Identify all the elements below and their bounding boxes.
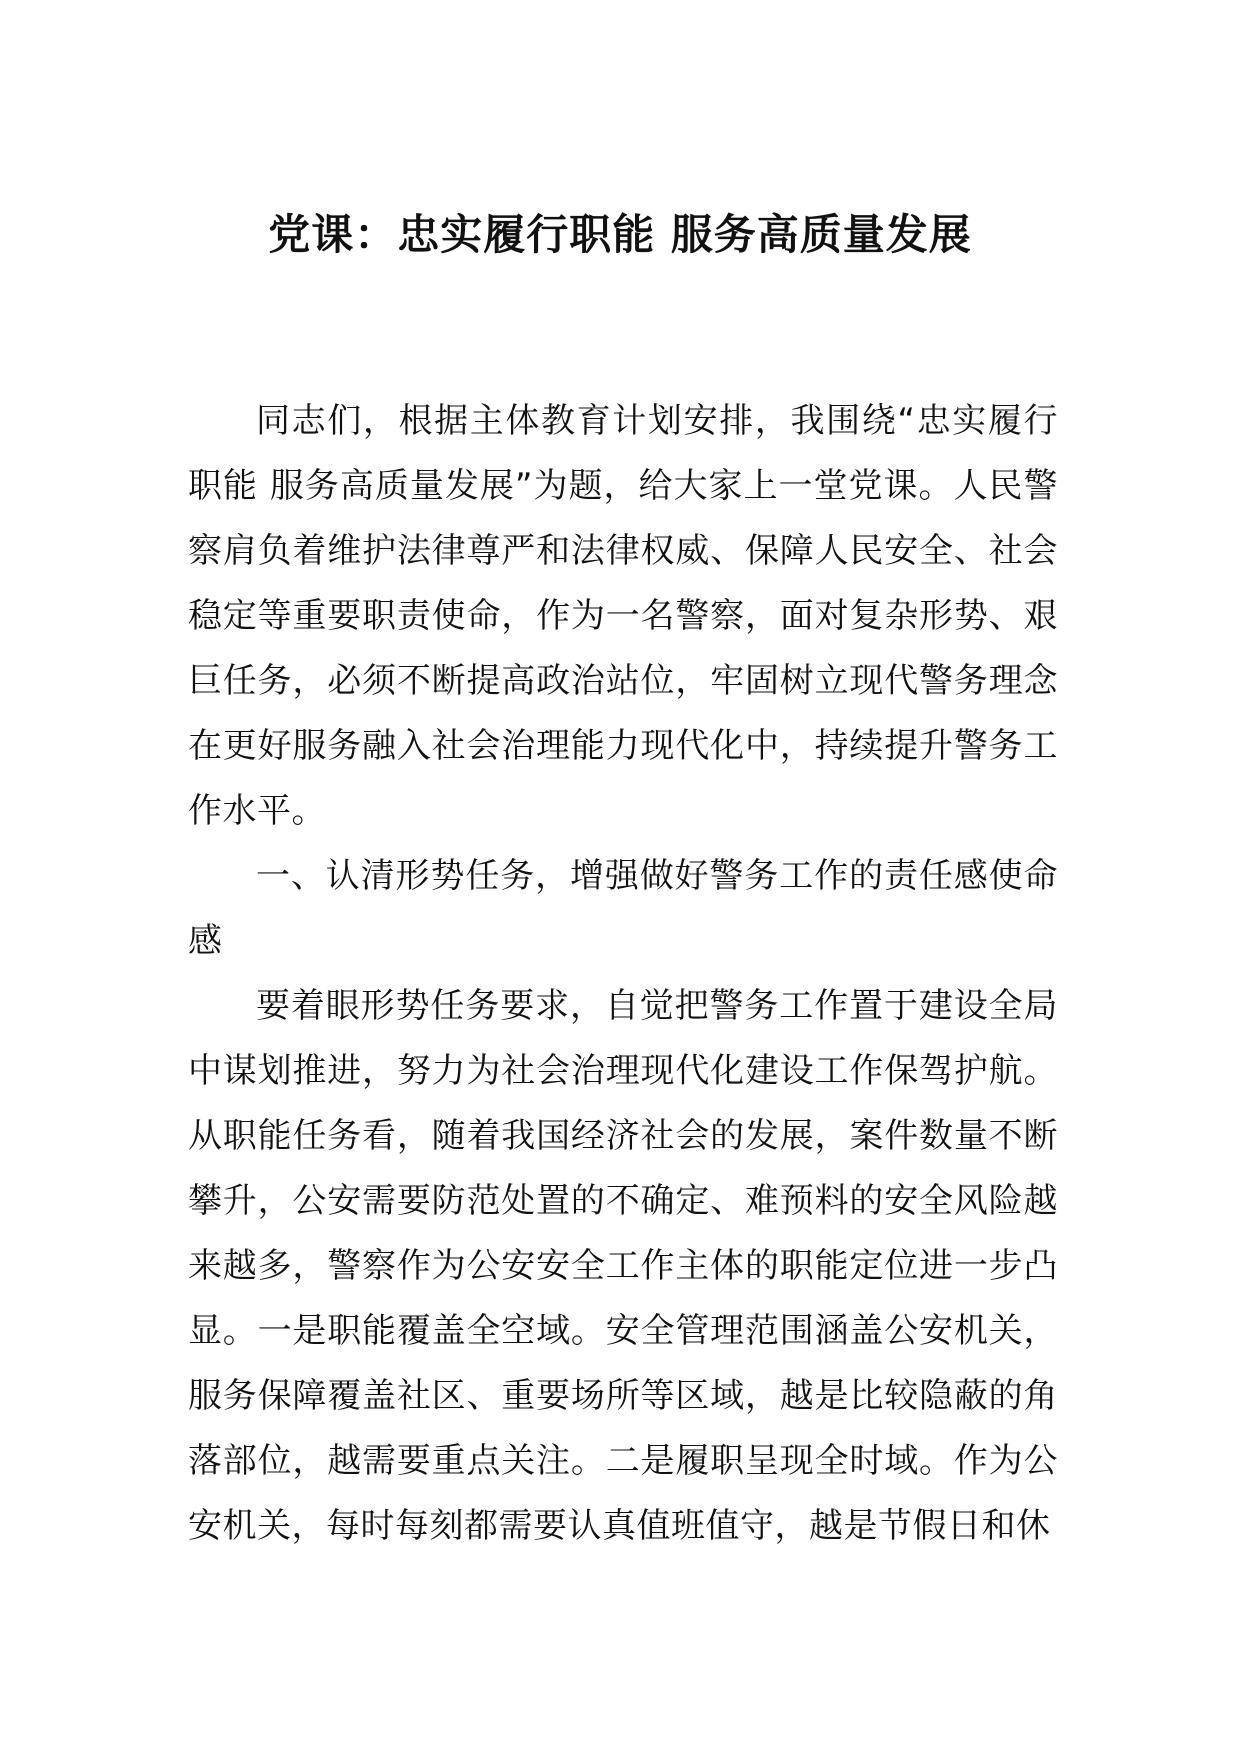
document-body <box>188 389 1058 1559</box>
paragraph-intro: 同志们，根据主体教育计划安排，我围绕“忠实履行职能 服务高质量发展”为题，给大家上一堂党课。人民警察肩负着维护法律尊严和法律权威、保障人民安全、社会稳定等重要职责使命，作为一名警察，面对复杂形势、艰巨任务，必须不断提高政治站位，牢固树立现代警务理念在更好服务融入社会治理能力现代化中，持续提升警务工作水平。 <box>188 401 1058 831</box>
document-title: 党课：忠实履行职能 服务高质量发展 <box>268 210 972 259</box>
paragraph-section-1: 要着眼形势任务要求，自觉把警务工作置于建设全局中谋划推进，努力为社会治理现代化建设工作保驾护航。从职能任务看，随着我国经济社会的发展，案件数量不断攀升，公安需要防范处置的不确定、难预料的安全风险越来越多，警察作为公安安全工作主体的职能定位进一步凸显。一是职能覆盖全空域。安全管理范围涵盖公安机关，服务保障覆盖社区、重要场所等区域，越是比较隐蔽的角落部位，越需要重点关注。二是履职呈现全时域。作为公安机关，每时每刻都需要认真值班值守，越是节假日和休 <box>188 986 1058 1546</box>
section-heading-1: 一、认清形势任务，增强做好警务工作的责任感使命感 <box>188 856 1058 961</box>
